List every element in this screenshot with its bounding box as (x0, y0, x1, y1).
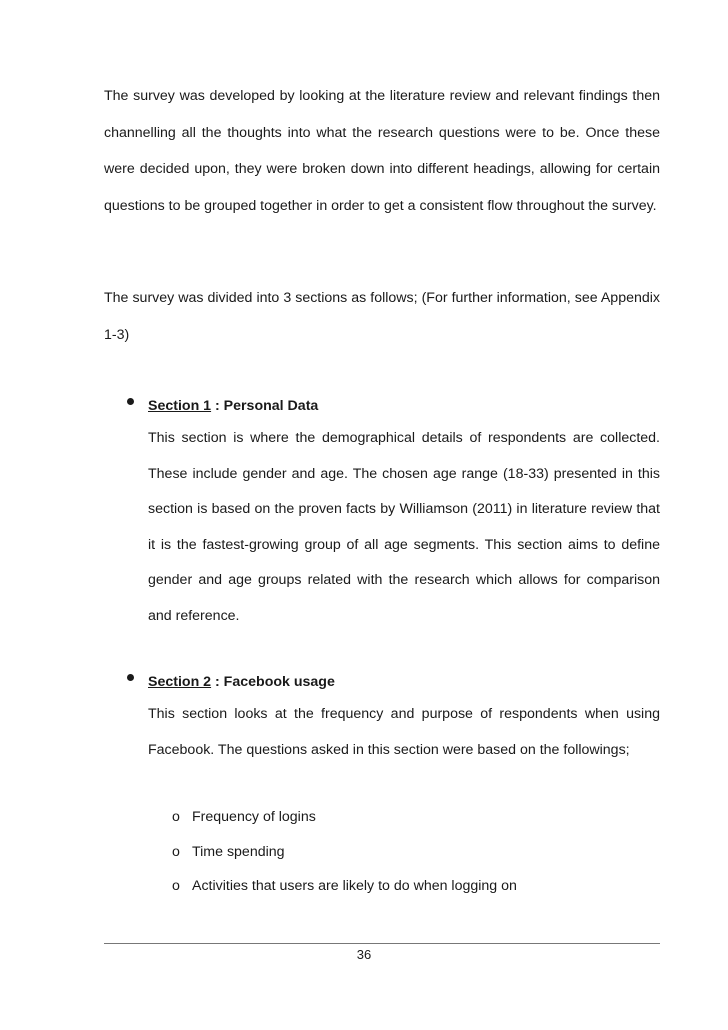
footer-divider (104, 943, 660, 944)
section-1-body: This section is where the demographical details of respondents are collected. These include gender and age. The chosen age range (18-33) presented in this section is based on the proven facts by Williamson (2011) in literature review that it is the fastest-growing group of all age segments. This section aims to define gender and age groups related with the research which allows for comparison and reference. (148, 430, 660, 624)
bullet-icon (127, 398, 134, 405)
list-item (172, 807, 316, 827)
intro-paragraph: The survey was developed by looking at the literature review and relevant findings then channelling all the thoughts into what the research questions were to be. Once these were decided upon, they were broken down into different headings, allowing for certain questions to be grouped together in order to get a consistent flow throughout the survey. (104, 88, 660, 214)
page-number: 36 (356, 947, 372, 962)
circle-bullet-icon: o (172, 809, 180, 825)
section-2-heading (148, 672, 335, 692)
list-item (172, 842, 285, 862)
section-1-heading (148, 396, 318, 416)
section-2-label: Section 2 (148, 674, 212, 690)
section-1-title: : Personal Data (211, 398, 319, 414)
section-1-label: Section 1 (148, 398, 212, 414)
circle-bullet-icon: o (172, 878, 180, 894)
list-item-text: Activities that users are likely to do when logging on (192, 878, 517, 894)
list-item (172, 876, 517, 896)
section-2-body: This section looks at the frequency and purpose of respondents when using Facebook. The questions asked in this section were based on the followings; (148, 706, 660, 758)
sections-intro-paragraph: The survey was divided into 3 sections as follows; (For further information, see Appendix 1-3) (104, 290, 660, 343)
list-item-text: Time spending (192, 844, 285, 860)
circle-bullet-icon: o (172, 844, 180, 860)
section-2-title: : Facebook usage (211, 674, 335, 690)
list-item-text: Frequency of logins (192, 809, 316, 825)
bullet-icon (127, 674, 134, 681)
